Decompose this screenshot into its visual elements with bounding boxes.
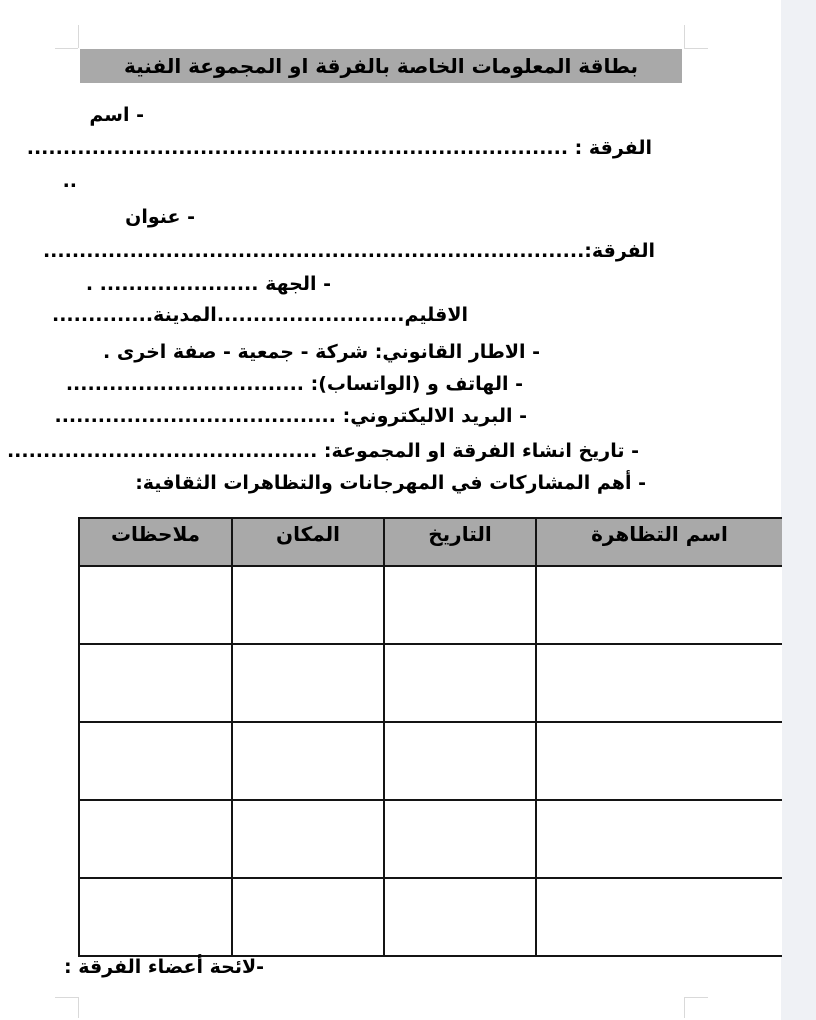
table-row <box>79 800 782 878</box>
crop-mark-top-left-vertical <box>78 25 79 48</box>
table-cell-date[interactable] <box>384 566 536 644</box>
table-cell-date[interactable] <box>384 722 536 800</box>
document-title-text: بطاقة المعلومات الخاصة بالفرقة او المجموعة الفنية <box>123 54 639 78</box>
table-header-place: المكان <box>232 518 384 566</box>
form-line-band-address-field[interactable]: الفرقة:........................................................................... <box>42 240 655 262</box>
form-line-band-name-field[interactable]: الفرقة : ........................................................................... <box>26 137 652 159</box>
table-header-date: التاريخ <box>384 518 536 566</box>
crop-mark-top-left-horizontal <box>55 48 78 49</box>
table-row <box>79 644 782 722</box>
crop-mark-bottom-left-horizontal <box>55 997 78 998</box>
members-list-heading: -لائحة أعضاء الفرقة : <box>64 956 264 978</box>
table-cell-notes[interactable] <box>79 800 232 878</box>
table-cell-event-name[interactable] <box>536 566 782 644</box>
form-line-band-name-label: - اسم <box>89 104 144 126</box>
table-cell-date[interactable] <box>384 644 536 722</box>
table-cell-place[interactable] <box>232 566 384 644</box>
table-cell-place[interactable] <box>232 644 384 722</box>
table-cell-place[interactable] <box>232 878 384 956</box>
canvas-background-strip <box>781 0 816 1020</box>
form-line-band-address-label: - عنوان <box>125 206 195 228</box>
table-row <box>79 722 782 800</box>
crop-mark-top-right-vertical <box>684 25 685 48</box>
table-row <box>79 566 782 644</box>
table-header-notes: ملاحظات <box>79 518 232 566</box>
form-line-phone-whatsapp-field[interactable]: - الهاتف و (الواتساب): ................................. <box>65 373 523 395</box>
crop-mark-bottom-right-vertical <box>684 997 685 1018</box>
table-cell-event-name[interactable] <box>536 800 782 878</box>
crop-mark-top-right-horizontal <box>684 48 708 49</box>
table-cell-event-name[interactable] <box>536 644 782 722</box>
table-cell-notes[interactable] <box>79 566 232 644</box>
table-cell-event-name[interactable] <box>536 722 782 800</box>
crop-mark-bottom-right-horizontal <box>684 997 708 998</box>
crop-mark-bottom-left-vertical <box>78 997 79 1018</box>
form-line-email-field[interactable]: - البريد الاليكتروني: ....................................... <box>54 405 527 427</box>
form-line-band-name-continuation-dots[interactable]: .. <box>62 170 77 192</box>
table-row <box>79 878 782 956</box>
form-line-participations-heading: - أهم المشاركات في المهرجانات والتظاهرات الثقافية: <box>135 472 646 494</box>
document-title-bar <box>80 49 682 83</box>
table-cell-date[interactable] <box>384 800 536 878</box>
table-header-event-name: اسم التظاهرة <box>536 518 782 566</box>
events-table <box>78 517 782 957</box>
form-line-region-city-field[interactable]: الاقليم..........................المدينة.............. <box>52 304 468 326</box>
table-cell-notes[interactable] <box>79 644 232 722</box>
table-cell-notes[interactable] <box>79 878 232 956</box>
form-line-legal-framework-options: - الاطار القانوني: شركة - جمعية - صفة اخرى . <box>103 341 540 363</box>
form-line-creation-date-field[interactable]: - تاريخ انشاء الفرقة او المجموعة: ........................................... <box>6 440 639 462</box>
form-line-authority-field[interactable]: - الجهة ...................... . <box>85 273 331 295</box>
table-cell-date[interactable] <box>384 878 536 956</box>
table-cell-place[interactable] <box>232 800 384 878</box>
events-table-header-row <box>79 518 782 566</box>
table-cell-notes[interactable] <box>79 722 232 800</box>
table-cell-event-name[interactable] <box>536 878 782 956</box>
table-cell-place[interactable] <box>232 722 384 800</box>
